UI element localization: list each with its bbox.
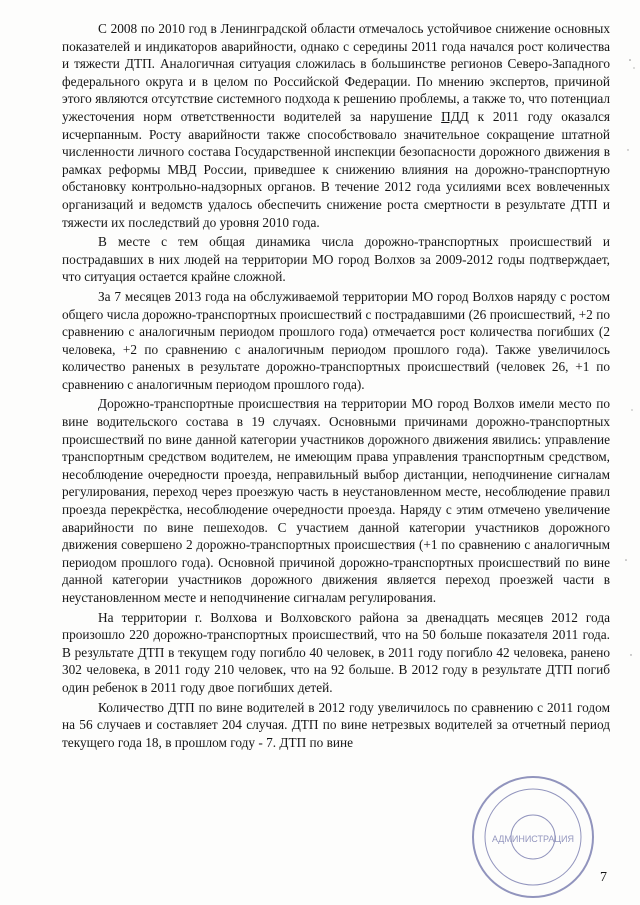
- paragraph-5: На территории г. Волхова и Волховского района за двенадцать месяцев 2012 года произошло 220 дорожно-транспортных происшествий, что на 50 больше показателя 2011 года. В результате ДТП в текущем году погибло 40 человек, в 2011 году погибло 42 человека, ранено 302 человека, в 2011 году 210 человек, что на 92 больше. В 2012 году в результате ДТП погиб один ребенок в 2011 году двое погибших детей.: [62, 609, 610, 695]
- page-number: 7: [600, 870, 607, 885]
- paragraph-1: [62, 20, 610, 231]
- paragraph-1-part-1: С 2008 по 2010 год в Ленинградской области отмечалось устойчивое снижение основных показателей и индикаторов аварийности, однако с середины 2011 года начался рост количества и тяжести ДТП. Аналогичная ситуация сложилась в большинстве регионов Северо-Западного федерального округа и в целом по Российской Федерации. По мнению экспертов, причиной этого являются отсутствие системного подхода к решению проблемы, а также то, что потенциал ужесточения норм ответственности водителей за нарушение: [62, 21, 610, 124]
- stamp-text: АДМИНИСТРАЦИЯ: [491, 834, 575, 844]
- paragraph-3: За 7 месяцев 2013 года на обслуживаемой территории МО город Волхов наряду с ростом общего числа дорожно-транспортных происшествий с пострадавшими (26 происшествий, +2 по сравнению с аналогичным периодом прошлого года) отмечается рост количества погибших (2 человека, +2 по сравнению с аналогичным периодом прошлого года). Также увеличилось количество раненых в результате дорожно-транспортных происшествий (человек 26, +1 по сравнению с аналогичным периодом прошлого года).: [62, 288, 610, 392]
- paragraph-4: Дорожно-транспортные происшествия на территории МО город Волхов имели место по вине водительского состава в 19 случаях. Основными причинами дорожно-транспортных происшествий по вине данной категории участников дорожного движения явились: управление транспортным средством водителем, не имеющим права управления транспортным средством, несоблюдение очередности проезда, неправильный выбор дистанции, неподчинение сигналам регулирования, переход через проезжую часть в неустановленном месте, несоблюдение правил проезда перекрёстка, несоблюдение очередности проезда. Наряду с этим отмечено увеличение аварийности по вине пешеходов. С участием данной категории участников дорожного движения совершено 2 дорожно-транспортных происшествия (+1 по сравнению с аналогичным периодом прошлого года). Основной причиной дорожно-транспортных происшествий по вине данной категории участников дорожного движения является переход проезжей части в неустановленном месте и неподчинение сигналам регулирования.: [62, 396, 610, 605]
- paragraph-1-part-2: к 2011 году оказался исчерпанным. Росту аварийности также способствовало значительное сокращение штатной численности личного состава Государственной инспекции безопасности дорожного движения в рамках реформы МВД России, приведшее к снижению влияния на дорожно-транспортную обстановку контрольно-надзорных органов. В течение 2012 года усилиями всех вовлеченных организаций и ведомств удалось обеспечить снижение роста смертности в результате ДТП и тяжести их последствий до уровня 2010 года.: [62, 108, 610, 230]
- round-stamp-icon: [468, 772, 598, 902]
- paragraph-2: В месте с тем общая динамика числа дорожно-транспортных происшествий и пострадавших в них людей на территории МО город Волхов за 2009-2012 годы подтверждает, что ситуация остается крайне сложной.: [62, 234, 610, 285]
- scan-specks-icon: [610, 0, 640, 905]
- paragraph-6: Количество ДТП по вине водителей в 2012 году увеличилось по сравнению с 2011 годом на 56 случаев и составляет 204 случая. ДТП по вине нетрезвых водителей за отчетный период текущего года 18, в прошлом году - 7. ДТП по вине: [62, 699, 610, 750]
- pdd-link[interactable]: ПДД: [441, 108, 469, 124]
- body-text: [62, 20, 610, 753]
